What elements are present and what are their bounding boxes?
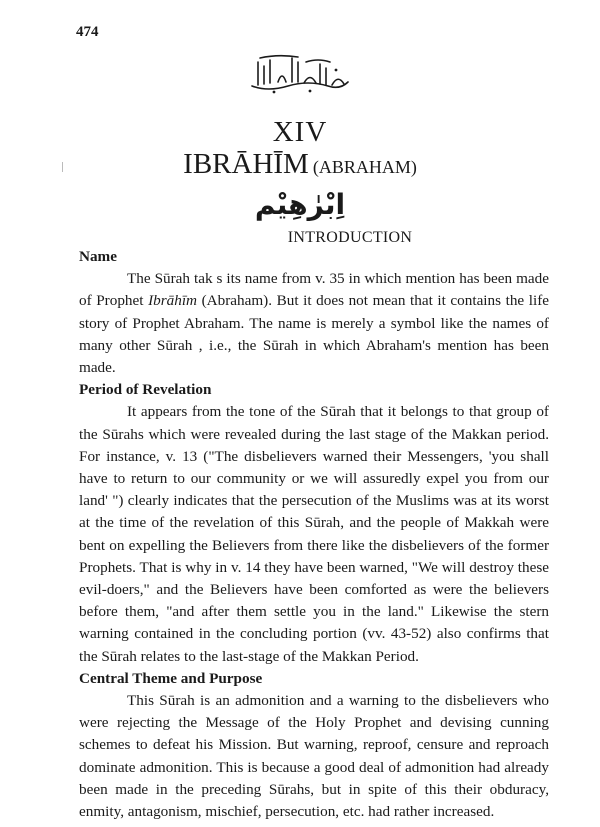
section-paragraph-period: It appears from the tone of the Sūrah that it belongs to that group of the Sūrahs which were revealed during the last stage of the Makkan period. For instance, v. 13 ("The disbelievers warned their Messengers, 'you shall have to return to our community or we will assuredly expel you from our land' ") clearly indicates that the persecution of the Muslims was at its worst at the time of the revelation of this Sūrah, and the people of Makkah were bent on expelling the Believers from there like the disbelievers of the former Prophets. That is why in v. 14 they have been warned, "We will destroy these evil-doers," and the Believers have been comforted as were the believers before them, "and after them settle you in the land." Likewise the stern warning contained in the concluding portion (vv. 43-52) also confirms that the Sūrah relates to the last-stage of the Makkan Period. bbox=[79, 403, 549, 665]
basmala-calligraphy bbox=[0, 52, 600, 96]
chapter-title-sub: (ABRAHAM) bbox=[312, 157, 417, 177]
chapter-title-main: IBRĀHĪM bbox=[183, 148, 309, 180]
page-body bbox=[79, 246, 549, 823]
section-heading-period: Period of Revelation bbox=[79, 381, 212, 399]
section-heading-name: Name bbox=[79, 248, 117, 265]
intro-heading: INTRODUCTION bbox=[287, 229, 413, 246]
section-paragraph-name bbox=[79, 268, 549, 379]
chapter-title-arabic: اِبْرٰهِيْم bbox=[254, 188, 346, 221]
page-number: 474 bbox=[76, 24, 99, 40]
paragraph-text: (Abraham). But it does not mean that it contains the life story of Prophet Abraham. The name is merely a symbol like the names of many other Sūrah , i.e., the Sūrah in which Abraham's mention has been made. bbox=[79, 292, 549, 377]
margin-mark bbox=[62, 162, 63, 172]
chapter-title bbox=[0, 148, 600, 181]
chapter-number: XIV bbox=[272, 116, 328, 148]
paragraph-text: The Sūrah tak s its name from v. 35 in which mention has been made of Prophet bbox=[79, 270, 549, 310]
section-heading-theme: Central Theme and Purpose bbox=[79, 669, 263, 687]
basmala-calligraphy-icon bbox=[248, 52, 352, 96]
paragraph-italic: Ibrāhīm bbox=[148, 292, 198, 310]
section-paragraph-theme: This Sūrah is an admonition and a warning to the disbelievers who were rejecting the Message of the Holy Prophet and devising cunning schemes to defeat his Mission. But warning, reproof, censure and reproach dominate admonition. This is because a good deal of admonition had already been made in the preceding Sūrahs, but in spite of this their obduracy, enmity, antagonism, mischief, persecution, etc. had rather increased. bbox=[79, 692, 549, 821]
